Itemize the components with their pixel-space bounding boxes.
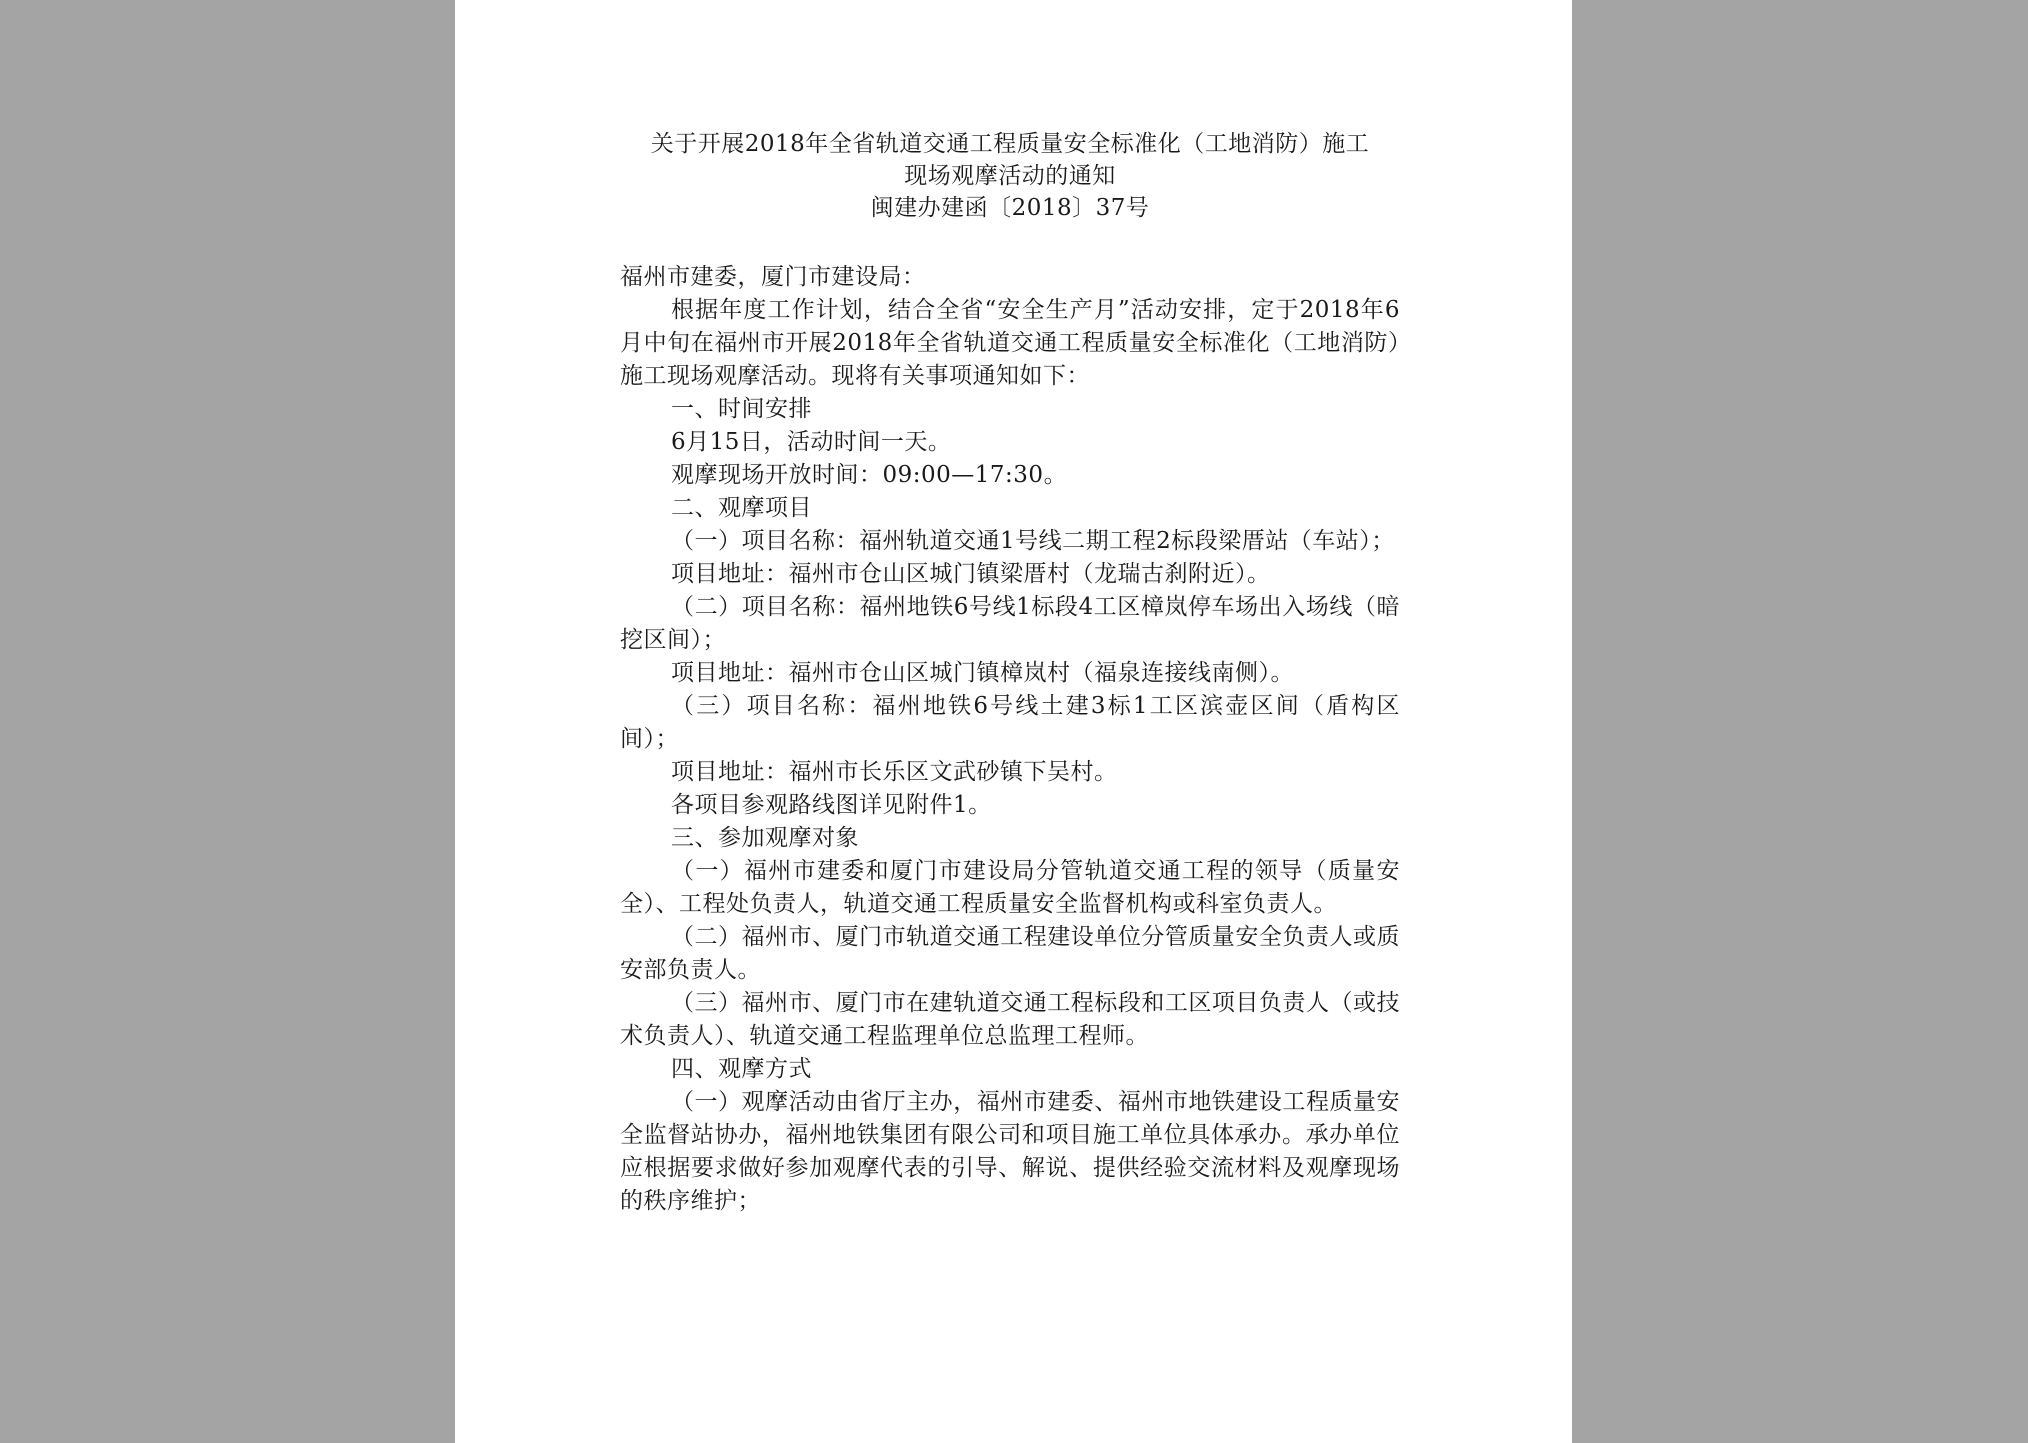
document-title-line-1: 关于开展2018年全省轨道交通工程质量安全标准化（工地消防）施工 <box>650 131 1370 157</box>
participant-group-2: （二）福州市、厦门市轨道交通工程建设单位分管质量安全负责人或质安部负责人。 <box>620 924 1400 983</box>
section-heading-method: 四、观摩方式 <box>671 1056 812 1082</box>
project-3-address: 项目地址：福州市长乐区文武砂镇下吴村。 <box>671 759 1118 785</box>
participant-group-3: （三）福州市、厦门市在建轨道交通工程标段和工区项目负责人（或技术负责人）、轨道交通工程监理单位总监理工程师。 <box>620 990 1400 1049</box>
paragraph-route-note: 各项目参观路线图详见附件1。 <box>671 792 992 818</box>
project-1-address: 项目地址：福州市仓山区城门镇梁厝村（龙瑞古刹附近）。 <box>671 561 1271 587</box>
document-title-line-2: 现场观摩活动的通知 <box>904 163 1116 189</box>
document-title-block <box>620 128 1400 224</box>
participant-group-1: （一）福州市建委和厦门市建设局分管轨道交通工程的领导（质量安全）、工程处负责人，轨道交通工程质量安全监督机构或科室负责人。 <box>620 858 1400 917</box>
section-heading-schedule: 一、时间安排 <box>671 396 812 422</box>
section-heading-projects: 二、观摩项目 <box>671 495 812 521</box>
page-content <box>620 128 1400 1218</box>
document-page <box>455 0 1572 1443</box>
paragraph-open-hours: 观摩现场开放时间：09:00—17:30。 <box>671 462 1068 488</box>
project-2-address: 项目地址：福州市仓山区城门镇樟岚村（福泉连接线南侧）。 <box>671 660 1294 686</box>
paragraph-date: 6月15日，活动时间一天。 <box>671 429 952 455</box>
addressee: 福州市建委，厦门市建设局： <box>620 264 926 290</box>
method-item-1: （一）观摩活动由省厅主办，福州市建委、福州市地铁建设工程质量安全监督站协办，福州地铁集团有限公司和项目施工单位具体承办。承办单位应根据要求做好参加观摩代表的引导、解说、提供经验交流材料及观摩现场的秩序维护； <box>620 1089 1400 1214</box>
document-number: 闽建办建函〔2018〕37号 <box>870 195 1150 221</box>
project-3-name: （三）项目名称：福州地铁6号线土建3标1工区滨壶区间（盾构区间）； <box>620 693 1400 752</box>
section-heading-participants: 三、参加观摩对象 <box>671 825 859 851</box>
project-1-name: （一）项目名称：福州轨道交通1号线二期工程2标段梁厝站（车站）； <box>671 528 1395 554</box>
paragraph-intro: 根据年度工作计划，结合全省“安全生产月”活动安排，定于2018年6月中旬在福州市开展2018年全省轨道交通工程质量安全标准化（工地消防）施工现场观摩活动。现将有关事项通知如下： <box>620 297 1400 389</box>
project-2-name: （二）项目名称：福州地铁6号线1标段4工区樟岚停车场出入场线（暗挖区间）； <box>620 594 1400 653</box>
